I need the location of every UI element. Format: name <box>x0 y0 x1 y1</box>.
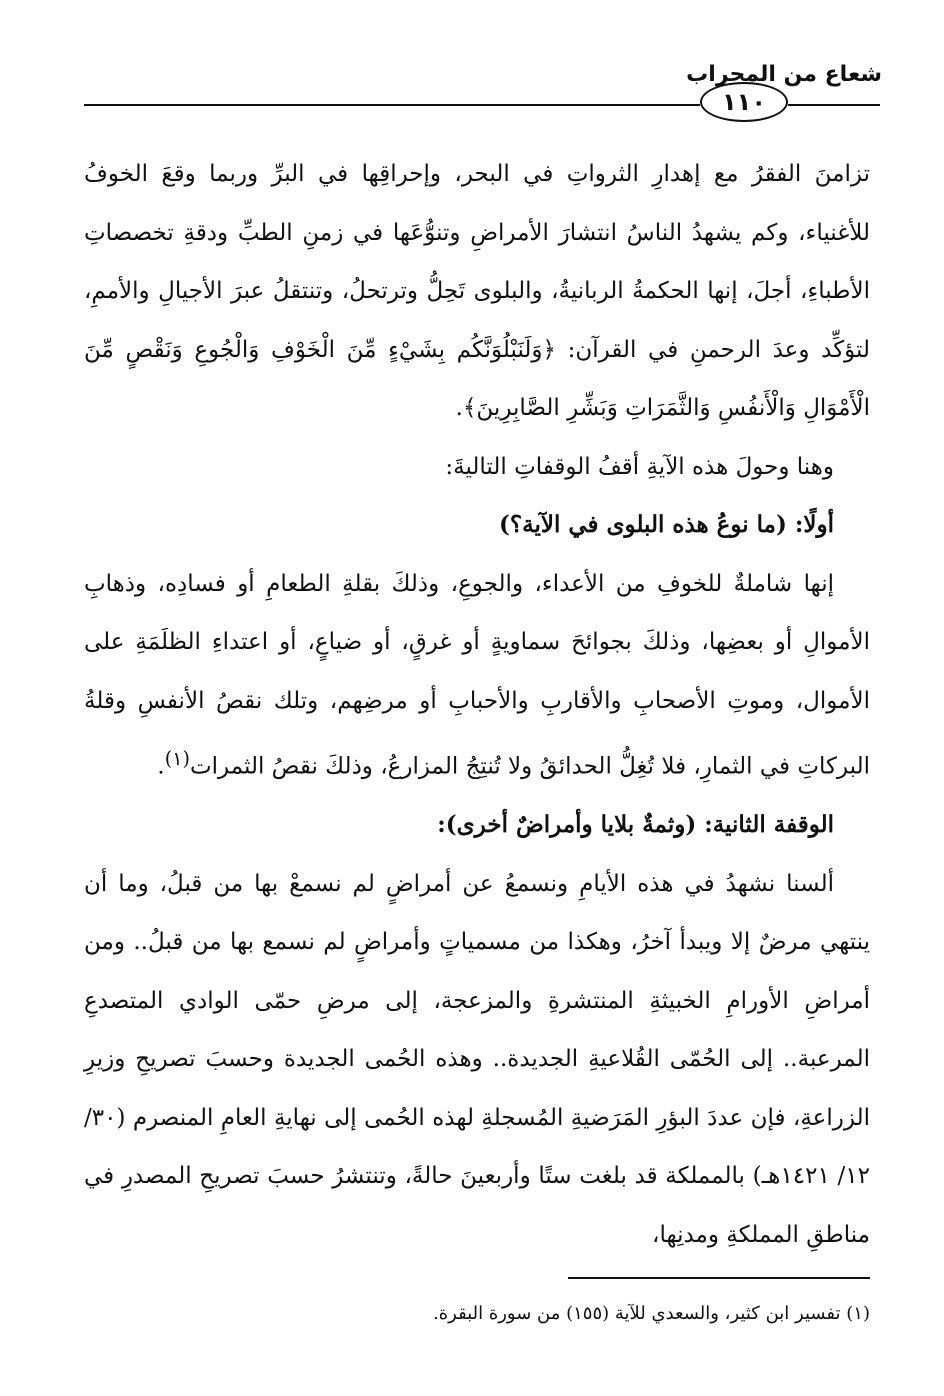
footnote: (١) تفسير ابن كثير، والسعدي للآية (١٥٥) من سورة البقرة. <box>432 1303 870 1324</box>
paragraph-3-end: . <box>157 753 165 780</box>
running-title: شعاع من المحراب <box>686 62 882 87</box>
header-rule-right <box>788 104 880 106</box>
section-heading-2: الوقفة الثانية: (وثمةٌ بلايا وأمراضٌ أخرى): <box>437 811 834 839</box>
paragraph-1: تزامنَ الفقرُ مع إهدارِ الثرواتِ في البحر، وإحراقِها في البرِّ وربما وقعَ الخوفُ للأغنياء، وكم يشهدُ الناسُ انتشارَ الأمراضِ وتنوُّعَها في زمنِ الطبِّ ودقةِ تخصصاتِ الأطباءِ، أجلَ، إنها الحكمةُ الربانيةُ، والبلوى تَحِلُّ وترتحلُ، وتنتقلُ عبرَ الأجيالِ والأممِ، لتؤكِّد وعدَ الرحمنِ في القرآن: ﴿وَلَنَبْلُوَنَّكُم بِشَيْءٍ مِّنَ الْخَوْفِ وَالْجُوعِ وَنَقْصٍ مِّنَ الْأَمْوَالِ وَالْأَنفُسِ وَالثَّمَرَاتِ وَبَشِّرِ الصَّابِرِينَ﴾. <box>84 161 870 421</box>
footnote-reference: (١) <box>164 747 190 770</box>
section-heading-1: أولًا: (ما نوعُ هذه البلوى في الآية؟) <box>499 511 834 538</box>
page-number: ١١٠ <box>700 82 788 122</box>
page-header <box>0 0 944 140</box>
paragraph-2: وهنا وحولَ هذه الآيةِ أقفُ الوقفاتِ التاليةَ: <box>445 453 834 480</box>
footnote-rule <box>568 1277 870 1279</box>
header-rule-left <box>84 104 700 106</box>
paragraph-3-text: إنها شاملةٌ للخوفِ من الأعداء، والجوعِ، وذلكَ بقلةِ الطعامِ أو فسادِه، وذهابِ الأموالِ أو بعضِها، وذلكَ بجوائحَ سماويةٍ أو غرقٍ، أو ضياعٍ، أو اعتداءِ الظلَمَةِ على الأموال، وموتِ الأصحابِ والأقاربِ والأحبابِ أو مرضِهم، وتلك نقصُ الأنفسِ وقلةُ البركاتِ في الثمارِ، فلا تُغِلُّ الحدائقُ ولا تُنتِجُ المزارعُ، وذلكَ نقصُ الثمرات <box>84 570 870 780</box>
paragraph-3 <box>84 555 870 797</box>
paragraph-4: ألسنا نشهدُ في هذه الأيامِ ونسمعُ عن أمراضٍ لم نسمعْ بها من قبلُ، وما أن ينتهي مرضٌ إلا ويبدأ آخرُ، وهكذا من مسمياتٍ وأمراضٍ لم نسمع بها من قبلُ.. ومن أمراضِ الأورامِ الخبيثةِ المنتشرةِ والمزعجة، إلى مرضِ حمّى الوادي المتصدعِ المرعبة.. إلى الحُمّى القُلاعيةِ الجديدة.. وهذه الحُمى الجديدة وحسبَ تصريحِ وزيرِ الزراعةِ، فإن عددَ البؤرِ المَرَضيةِ المُسجلةِ لهذه الحُمى إلى نهايةِ العامِ المنصرم (٣٠/ ١٢/ ١٤٢١هـ) بالمملكة قد بلغت ستًا وأربعينَ حالةً، وتنتشرُ حسبَ تصريحِ المصدرِ في مناطقِ المملكةِ ومدنِها، <box>84 870 871 1248</box>
body-text <box>84 145 870 1264</box>
